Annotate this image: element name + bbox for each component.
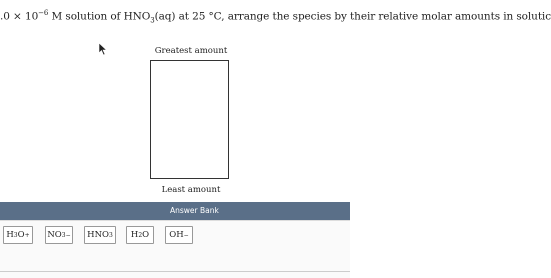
chip-base: OH	[169, 230, 184, 240]
question-exponent: −6	[38, 9, 49, 17]
chip-sub: 2	[138, 231, 143, 239]
chip-sub: 3	[109, 231, 113, 239]
least-amount-label: Least amount	[161, 185, 221, 195]
answer-chip-h3o-plus[interactable]	[3, 226, 33, 244]
bottom-divider	[0, 271, 350, 272]
greatest-amount-label: Greatest amount	[154, 46, 228, 56]
chip-tail: O	[17, 230, 25, 240]
answer-chip-oh-minus[interactable]	[165, 226, 193, 244]
question-text	[0, 9, 551, 25]
question-mid1: M solution of HNO	[48, 10, 151, 23]
answer-chip-no3-minus[interactable]	[45, 226, 73, 244]
question-subscript: 3	[150, 16, 155, 25]
chip-tail: O	[142, 230, 150, 240]
answer-bank-title: Answer Bank	[170, 206, 219, 215]
ranking-drop-zone[interactable]	[150, 60, 229, 179]
chip-sub: 3	[13, 231, 18, 239]
question-mid2: (aq) at 25 °C, arrange the species by their relative molar amounts in solutic	[154, 10, 551, 23]
answer-chip-h2o[interactable]	[126, 226, 154, 244]
answer-bank-header	[0, 202, 350, 220]
chip-sub: 3	[61, 231, 66, 239]
mouse-cursor-icon	[98, 42, 108, 56]
chip-sup: −	[65, 231, 71, 239]
chip-base: HNO	[87, 230, 109, 240]
question-prefix: .0 × 10	[0, 10, 39, 23]
chip-base: H	[6, 230, 14, 240]
answer-chip-hno3[interactable]	[84, 226, 116, 244]
chip-sup: −	[183, 231, 189, 239]
chip-base: H	[130, 230, 139, 240]
chip-sup: +	[24, 231, 30, 239]
chip-base: NO	[47, 230, 62, 240]
